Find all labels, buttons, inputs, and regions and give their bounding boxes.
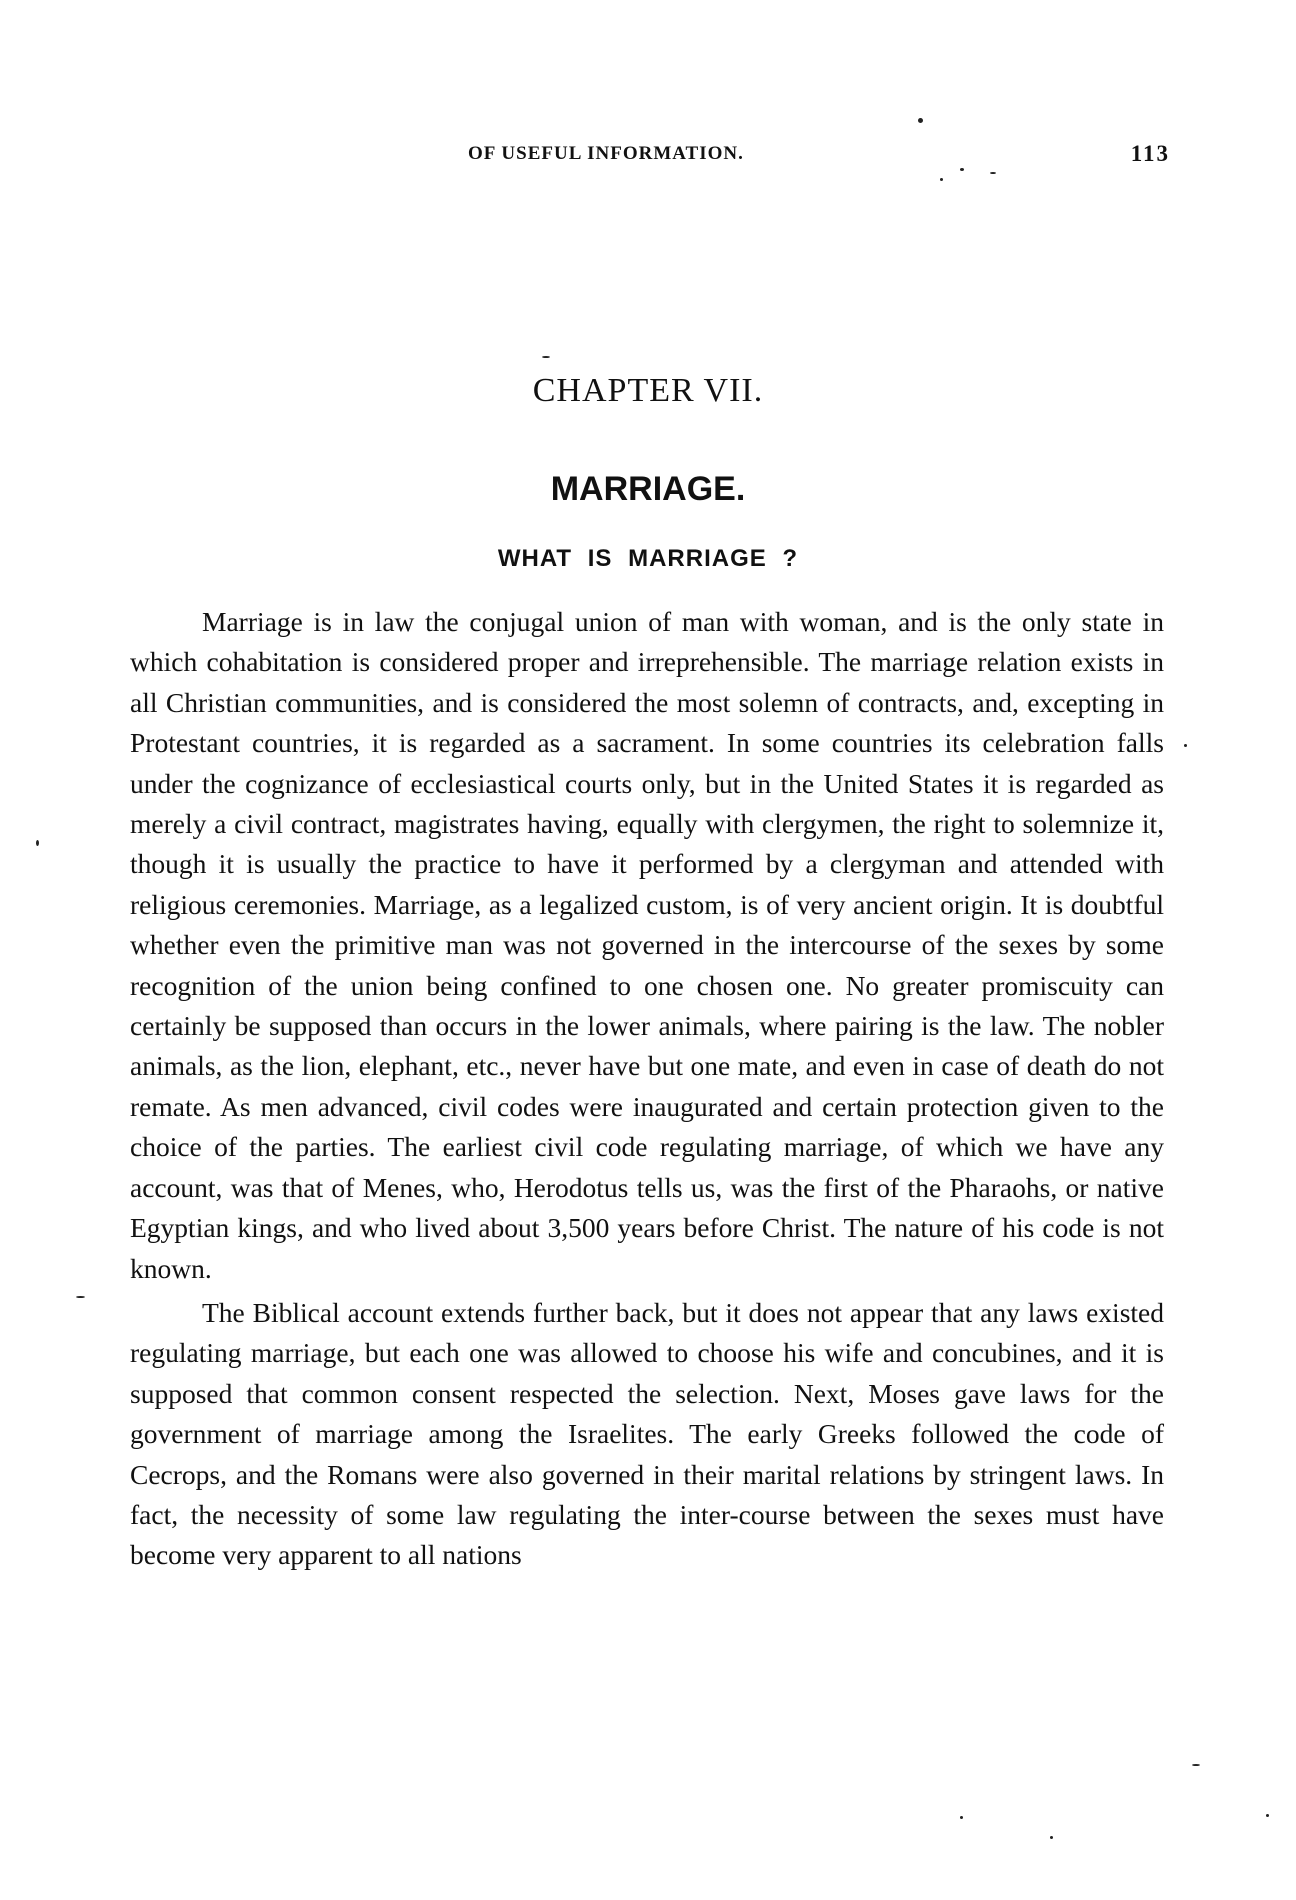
- scan-speck: [960, 168, 964, 171]
- scan-speck: [1184, 744, 1187, 747]
- scan-speck: [542, 356, 550, 358]
- paragraph: The Biblical account extends further back, but it does not appear that any laws existed regulating marriage, but each one was allowed to choose his wife and concubines, and it is supposed that common consent respected the selection. Next, Moses gave laws for the government of marriage among the Israelites. The early Greeks followed the code of Cecrops, and the Romans were also governed in their marital relations by stringent laws. In fact, the necessity of some law regulating the inter-course between the sexes must have become very apparent to all nations: [130, 1296, 1164, 1571]
- section-heading: WHAT IS MARRIAGE ?: [497, 545, 799, 572]
- body-text: [130, 602, 1164, 1576]
- scan-speck: [76, 1296, 85, 1298]
- chapter-number: CHAPTER VII.: [532, 372, 764, 409]
- scan-speck: [1266, 1814, 1269, 1817]
- scan-speck: [990, 172, 996, 174]
- scan-speck: [1192, 1764, 1200, 1766]
- scan-speck: [918, 118, 923, 123]
- scan-speck: [36, 840, 39, 846]
- page-number: 113: [1130, 141, 1170, 166]
- paragraph: Marriage is in law the conjugal union of man with woman, and is the only state in which cohabitation is considered proper and irreprehensible. The marriage relation exists in all Christian communities, and is considered the most solemn of contracts, and, excepting in Protestant countries, it is regarded as a sacrament. In some countries its celebration falls under the cognizance of ecclesiastical courts only, but in the United States it is regarded as merely a civil contract, magistrates having, equally with clergymen, the right to solemnize it, though it is usually the practice to have it performed by a clergyman and attended with religious ceremonies. Marriage, as a legalized custom, is of very ancient origin. It is doubtful whether even the primitive man was not governed in the intercourse of the sexes by some recognition of the union being confined to one chosen one. No greater promiscuity can certainly be supposed than occurs in the lower animals, where pairing is the law. The nobler animals, as the lion, elephant, etc., never have but one mate, and even in case of death do not remate. As men advanced, civil codes were inaugurated and certain protection given to the choice of the parties. The earliest civil code regulating marriage, of which we have any account, was that of Menes, who, Herodotus tells us, was the first of the Pharaohs, or native Egyptian kings, and who lived about 3,500 years before Christ. The nature of his code is not known.: [130, 606, 1164, 1284]
- scan-speck: [960, 1816, 963, 1819]
- scan-speck: [940, 178, 943, 181]
- scan-speck: [1050, 1836, 1053, 1839]
- chapter-title: MARRIAGE.: [550, 470, 746, 508]
- running-header: [468, 143, 1188, 173]
- running-title: OF USEFUL INFORMATION.: [468, 143, 744, 164]
